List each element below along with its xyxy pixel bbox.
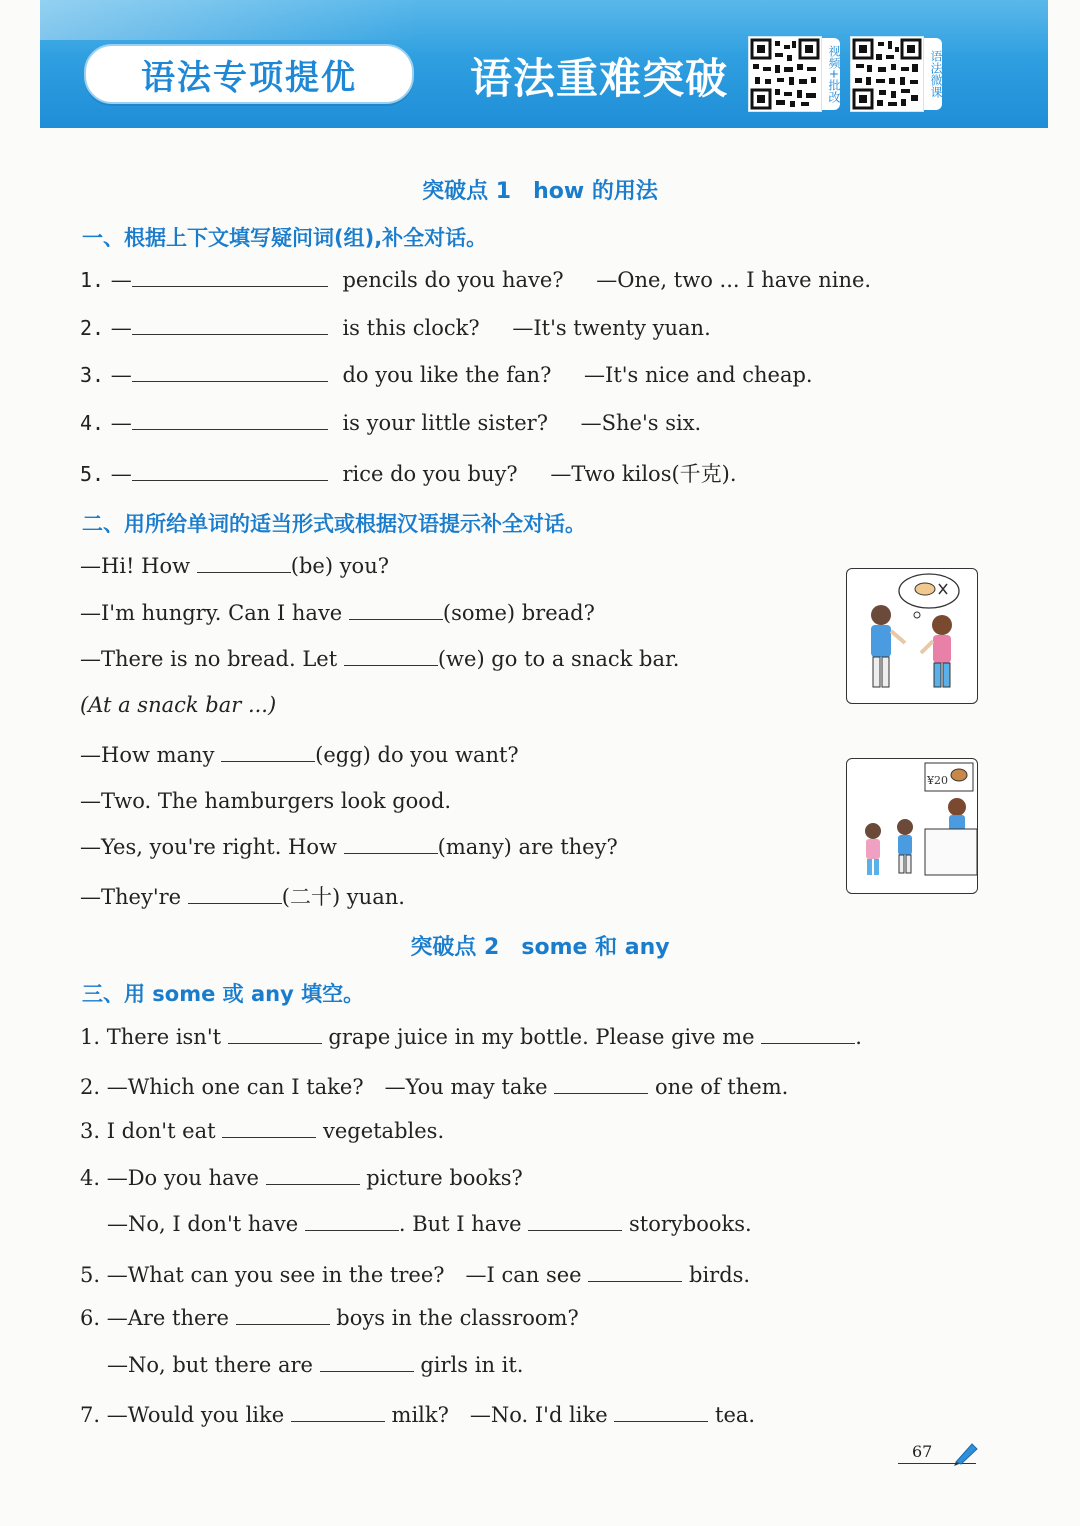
page-number: 67 [912,1442,933,1461]
part-heading: 三、用 some 或 any 填空。 [82,982,365,1006]
banner-highlight [40,0,420,40]
answer-blank[interactable] [588,1263,682,1282]
illustration-snack-bar [846,758,978,894]
exercise-item: 3. I don't eat vegetables. [80,1119,445,1143]
exercise-item: 1. — pencils do you have? —One, two ... I have nine. [80,268,872,292]
answer-blank[interactable] [188,885,282,904]
answer-blank[interactable] [132,363,328,382]
illustration-hungry-kids [846,568,978,704]
answer-blank[interactable] [132,411,328,430]
qr-code-icon[interactable] [850,36,924,112]
answer-blank[interactable] [222,1119,316,1138]
exercise-item: 4. — is your little sister? —She's six. [80,411,702,435]
qr-code-icon[interactable] [748,36,822,112]
answer-blank[interactable] [291,1403,385,1422]
qr-tag-video: 视频+批改 [822,38,840,110]
exercise-item: —No, I don't have . But I have storybooks. [107,1212,752,1236]
dialogue-line: —Hi! How (be) you? [80,554,389,578]
part-heading: 一、根据上下文填写疑问词(组),补全对话。 [82,226,488,250]
exercise-item: —No, but there are girls in it. [107,1353,524,1377]
exercise-item: 2. — is this clock? —It's twenty yuan. [80,316,711,340]
answer-blank[interactable] [197,554,291,573]
exercise-item: 3. — do you like the fan? —It's nice and cheap. [80,363,813,387]
part-heading: 二、用所给单词的适当形式或根据汉语提示补全对话。 [82,512,586,536]
answer-blank[interactable] [344,835,438,854]
answer-blank[interactable] [236,1306,330,1325]
answer-blank[interactable] [228,1025,322,1044]
answer-blank[interactable] [221,743,315,762]
answer-blank[interactable] [614,1403,708,1422]
dialogue-line: —I'm hungry. Can I have (some) bread? [80,601,595,625]
answer-blank[interactable] [554,1075,648,1094]
section-title: 突破点 2 some 和 any [410,935,670,960]
exercise-item: 1. There isn't grape juice in my bottle. Please give me . [80,1025,862,1049]
answer-blank[interactable] [320,1353,414,1372]
dialogue-line: —How many (egg) do you want? [80,743,519,767]
answer-blank[interactable] [132,462,328,481]
dialogue-line: —Yes, you're right. How (many) are they? [80,835,618,859]
exercise-item: 7. —Would you like milk? —No. I'd like tea. [80,1403,756,1427]
answer-blank[interactable] [266,1166,360,1185]
exercise-item: 2. —Which one can I take? —You may take one of them. [80,1075,789,1099]
answer-blank[interactable] [344,647,438,666]
section-title: 突破点 1 how 的用法 [422,179,658,204]
answer-blank[interactable] [349,601,443,620]
answer-blank[interactable] [132,268,328,287]
dialogue-line: —There is no bread. Let (we) go to a snack bar. [80,647,680,671]
exercise-item: 5. — rice do you buy? —Two kilos(千克). [80,462,737,486]
answer-blank[interactable] [132,316,328,335]
dialogue-line: —They're (二十) yuan. [80,885,405,909]
dialogue-line: —Two. The hamburgers look good. [80,789,452,813]
qr-tag-microlesson: 语法微课 [924,38,942,110]
pencil-icon [952,1440,980,1470]
exercise-item: 5. —What can you see in the tree? —I can see birds. [80,1263,751,1287]
price-tag: ¥20 [927,774,948,787]
exercise-item: 4. —Do you have picture books? [80,1166,523,1190]
answer-blank[interactable] [305,1212,399,1231]
banner-category-label: 语法专项提优 [84,44,414,104]
scene-note: (At a snack bar ...) [80,693,277,717]
exercise-item: 6. —Are there boys in the classroom? [80,1306,579,1330]
answer-blank[interactable] [761,1025,855,1044]
banner-title: 语法重难突破 [470,54,729,103]
answer-blank[interactable] [528,1212,622,1231]
